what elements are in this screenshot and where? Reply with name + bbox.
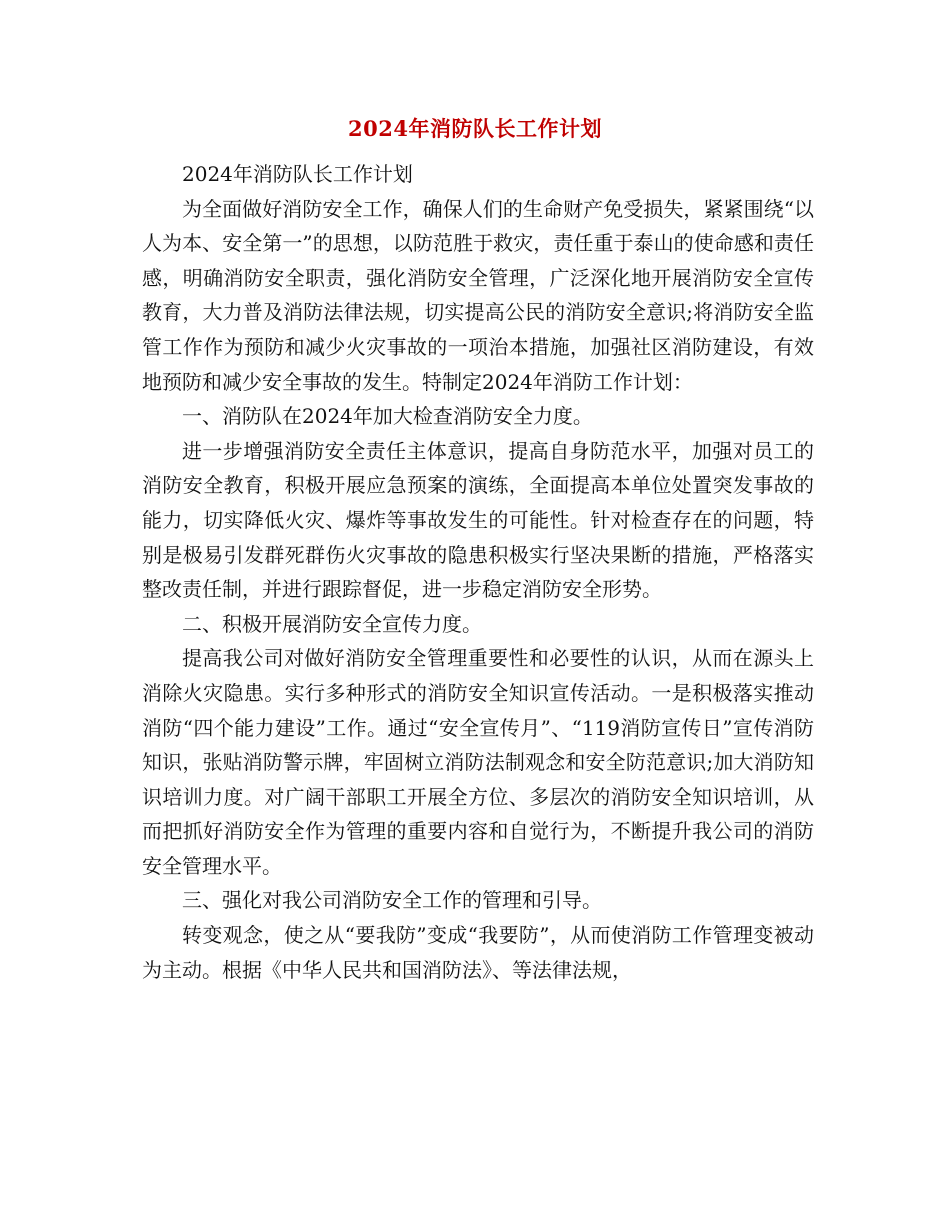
paragraph-section-2: 提高我公司对做好消防安全管理重要性和必要性的认识，从而在源头上消除火灾隐患。实行多种形式的消防安全知识宣传活动。一是积极落实推动消防“四个能力建设”工作。通过“安全宣传月”、“119消防宣传日”宣传消防知识，张贴消防警示牌，牢固树立消防法制观念和安全防范意识;加大消防知识培训力度。对广阔干部职工开展全方位、多层次的消防安全知识培训，从而把抓好消防安全作为管理的重要内容和自觉行为，不断提升我公司的消防安全管理水平。 [142, 646, 814, 878]
section-heading-1: 一、消防队在2024年加大检查消防安全力度。 [182, 404, 593, 429]
paragraph-subtitle: 2024年消防队长工作计划 [182, 162, 413, 186]
paragraph-section-1: 进一步增强消防安全责任主体意识，提高自身防范水平，加强对员工的消防安全教育，积极开展应急预案的演练，全面提高本单位处置突发事故的能力，切实降低火灾、爆炸等事故发生的可能性。针对检查存在的问题，特别是极易引发群死群伤火灾事故的隐患积极实行坚决果断的措施，严格落实整改责任制，并进行跟踪督促，进一步稳定消防安全形势。 [142, 438, 814, 602]
section-heading-3: 三、强化对我公司消防安全工作的管理和引导。 [182, 888, 602, 913]
paragraph-intro: 为全面做好消防安全工作，确保人们的生命财产免受损失，紧紧围绕“以人为本、安全第一”的思想，以防范胜于救灾，责任重于泰山的使命感和责任感，明确消防安全职责，强化消防安全管理，广泛深化地开展消防安全宣传教育，大力普及消防法律法规，切实提高公民的消防安全意识;将消防安全监管工作作为预防和减少火灾事故的一项治本措施，加强社区消防建设，有效地预防和减少安全事故的发生。特制定2024年消防工作计划： [142, 196, 814, 394]
document-body [142, 157, 814, 987]
section-heading-2: 二、积极开展消防安全宣传力度。 [182, 611, 482, 636]
paragraph-section-3: 转变观念，使之从“要我防”变成“我要防”，从而使消防工作管理变被动为主动。根据《中华人民共和国消防法》、等法律法规， [142, 923, 814, 982]
document-title: 2024年消防队长工作计划 [348, 116, 602, 141]
